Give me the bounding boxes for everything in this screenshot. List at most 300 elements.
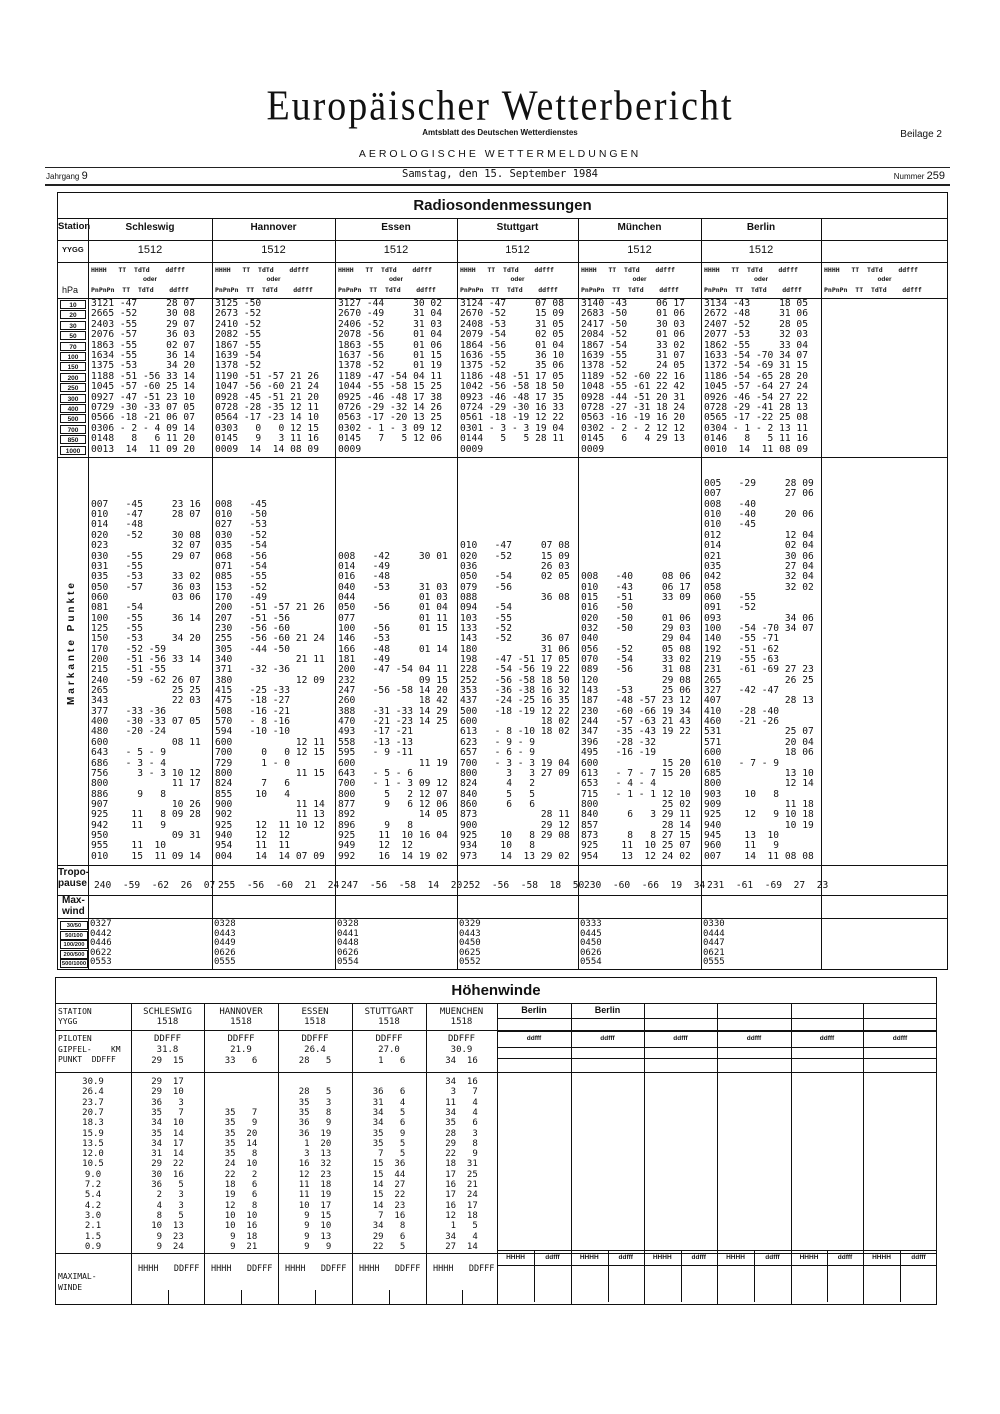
column-divider bbox=[644, 1003, 645, 1305]
significant-point-row: 925 12 11 10 12 bbox=[215, 819, 325, 831]
nummer-label: Nummer bbox=[893, 172, 925, 181]
significant-point-row: 015 -51 33 09 bbox=[581, 591, 691, 603]
layer-value: 0552 bbox=[459, 957, 481, 968]
winds-summit-km: 26.4 bbox=[304, 1045, 326, 1055]
height-label: 10.5 bbox=[82, 1159, 104, 1170]
significant-point-row: 232 09 15 bbox=[338, 674, 448, 686]
hpa-label: hPa bbox=[62, 285, 79, 295]
layer-value: 0622 bbox=[90, 947, 112, 958]
height-label: 18.3 bbox=[82, 1118, 104, 1129]
significant-point-row: 305 -44 -50 bbox=[215, 643, 325, 655]
significant-point-row: 623 - 9 - 9 bbox=[460, 736, 570, 748]
wind-value: 9 13 bbox=[298, 1231, 332, 1242]
max-ddfff-label: ddfff bbox=[545, 1254, 560, 1261]
significant-point-row: 091 -52 bbox=[704, 602, 814, 614]
significant-point-row: 040 -53 31 03 bbox=[338, 581, 448, 593]
significant-point-row: 093 34 06 bbox=[704, 612, 814, 624]
height-label: 0.9 bbox=[84, 1241, 102, 1252]
significant-point-row: 729 1 - 0 bbox=[215, 757, 325, 769]
significant-point-row: 020 -50 01 06 bbox=[581, 612, 691, 624]
significant-point-row: 380 12 09 bbox=[215, 674, 325, 686]
wind-value: 35 8 bbox=[298, 1107, 332, 1118]
wind-value: 27 14 bbox=[445, 1241, 478, 1252]
wind-value: 30 16 bbox=[151, 1169, 184, 1180]
wind-value: 10 13 bbox=[151, 1221, 184, 1232]
height-label: 15.9 bbox=[82, 1128, 104, 1139]
layer-value: 0626 bbox=[337, 947, 359, 958]
wind-value: 17 24 bbox=[445, 1190, 478, 1201]
wind-value: 35 8 bbox=[224, 1149, 258, 1160]
significant-point-row: 010 15 11 09 14 bbox=[91, 850, 201, 862]
wind-value: 35 7 bbox=[151, 1107, 184, 1118]
winds-yygg: 1518 bbox=[450, 1017, 473, 1027]
nummer bbox=[894, 170, 945, 182]
wind-value: 4 3 bbox=[151, 1200, 184, 1211]
layer-value: 0447 bbox=[703, 938, 725, 949]
standard-level-row: 1188 -51 -56 33 14 bbox=[91, 370, 195, 382]
layer-value: 0626 bbox=[214, 947, 236, 958]
significant-point-row: 014 -49 bbox=[338, 560, 448, 572]
jahrgang-label: Jahrgang bbox=[46, 172, 80, 181]
significant-point-row: 056 -52 05 08 bbox=[581, 643, 691, 655]
significant-point-row: 377 -33 -36 bbox=[91, 705, 201, 717]
max-ddfff-label: ddfff bbox=[618, 1254, 633, 1261]
standard-level-row: 1047 -56 -60 21 24 bbox=[215, 381, 319, 393]
level-label: 850 bbox=[60, 435, 86, 444]
standard-level-row: 0302 - 1 - 3 09 12 bbox=[338, 422, 442, 434]
winds-ddfff-label: DDFFF bbox=[375, 1034, 403, 1044]
significant-point-row: 900 29 12 bbox=[460, 819, 570, 831]
significant-point-row: 613 - 7 - 7 15 20 bbox=[581, 767, 691, 779]
max-hhhh-label: HHHH bbox=[652, 1254, 672, 1261]
significant-point-row: 008 -40 08 06 bbox=[581, 571, 691, 583]
tropopause-value: 240 -59 -62 26 07 bbox=[94, 880, 216, 891]
column-divider bbox=[717, 1003, 718, 1305]
significant-point-row: 255 -56 -60 21 24 bbox=[215, 633, 325, 645]
significant-point-row: 437 -24 -25 16 35 bbox=[460, 695, 570, 707]
height-label: 1.5 bbox=[84, 1231, 102, 1242]
standard-level-row: 0928 -45 -51 21 20 bbox=[215, 391, 319, 403]
wind-value: 19 6 bbox=[224, 1190, 258, 1201]
wind-value: 17 25 bbox=[445, 1169, 478, 1180]
level-label: 300 bbox=[60, 394, 86, 403]
standard-level-row: 1633 -54 -70 34 07 bbox=[704, 350, 808, 361]
winds-summit-ddfff: 33 6 bbox=[224, 1056, 258, 1066]
significant-point-row: 265 26 25 bbox=[704, 674, 814, 686]
max-wind-header: HHHH DDFFF bbox=[138, 1264, 200, 1274]
max-ddfff-label: ddfff bbox=[691, 1254, 706, 1261]
column-divider bbox=[457, 218, 458, 970]
significant-point-row: 685 13 10 bbox=[704, 767, 814, 779]
row-divider bbox=[57, 262, 948, 263]
standard-level-row: 0728 -27 -31 18 24 bbox=[581, 402, 685, 413]
wind-value: 36 9 bbox=[298, 1118, 332, 1129]
column-header-bottom: PnPnPn TT TdTd ddfff bbox=[824, 286, 922, 294]
significant-point-row: 036 26 03 bbox=[460, 560, 570, 572]
wind-value: 34 16 bbox=[445, 1077, 478, 1087]
significant-point-row: 170 -49 bbox=[215, 591, 325, 603]
significant-point-row: 010 -45 bbox=[704, 519, 814, 531]
significant-point-row: 150 -53 34 20 bbox=[91, 633, 201, 645]
significant-point-row: 909 11 18 bbox=[704, 798, 814, 810]
wind-value: 28 5 bbox=[298, 1087, 332, 1098]
standard-level-row: 1372 -54 -69 31 15 bbox=[704, 360, 808, 372]
significant-point-row: 960 11 9 bbox=[704, 840, 814, 852]
standard-level-row: 0009 bbox=[338, 443, 442, 455]
column-header-oder: oder bbox=[632, 276, 647, 283]
row-divider bbox=[55, 1003, 937, 1004]
significant-point-row: 415 -25 -33 bbox=[215, 685, 325, 697]
yygg-value: 1512 bbox=[505, 244, 530, 256]
significant-point-row: 940 12 12 bbox=[215, 829, 325, 841]
level-label: 100 bbox=[60, 352, 86, 361]
tropopause-value: 231 -61 -69 27 23 bbox=[707, 880, 829, 891]
column-header-oder: oder bbox=[266, 276, 281, 283]
wind-value: 10 10 bbox=[224, 1210, 258, 1221]
significant-point-row: 840 5 5 bbox=[460, 788, 570, 800]
significant-point-row: 100 -56 01 15 bbox=[338, 622, 448, 634]
max-wind-tick bbox=[168, 1290, 169, 1304]
winds-maximal-label: MAXIMAL- WINDE bbox=[58, 1272, 97, 1292]
tropopause-label: Tropo- pause bbox=[58, 867, 90, 889]
significant-point-row: 600 11 19 bbox=[338, 757, 448, 769]
significant-point-row: 050 -56 01 04 bbox=[338, 602, 448, 614]
significant-point-row: 613 - 8 -10 18 02 bbox=[460, 726, 570, 738]
standard-level-row: 0564 -17 -23 14 10 bbox=[215, 412, 319, 424]
significant-point-row: 800 11 15 bbox=[215, 767, 325, 779]
column-header-top: HHHH TT TdTd ddfff bbox=[824, 266, 918, 274]
winds-right-ddfff: ddfff bbox=[819, 1035, 835, 1042]
significant-point-row: 873 28 11 bbox=[460, 809, 570, 821]
column-divider bbox=[863, 1003, 864, 1305]
wind-value: 11 18 bbox=[298, 1180, 332, 1190]
wind-value: 34 6 bbox=[372, 1118, 406, 1129]
winds-station-name: SCHLESWIG bbox=[143, 1007, 192, 1017]
layer-value: 0554 bbox=[337, 957, 359, 968]
standard-level-row: 0148 8 6 11 20 bbox=[91, 433, 195, 445]
yygg-value: 1512 bbox=[748, 244, 774, 256]
significant-point-row: 877 9 6 12 06 bbox=[338, 798, 448, 810]
height-label: 23.7 bbox=[82, 1097, 104, 1108]
standard-level-row: 1375 -53 34 20 bbox=[91, 360, 195, 372]
winds-summit-km: 21.9 bbox=[230, 1045, 252, 1055]
significant-point-row: 800 3 3 27 09 bbox=[460, 767, 570, 779]
column-header-oder: oder bbox=[388, 276, 404, 283]
winds-station-name: ESSEN bbox=[301, 1007, 329, 1017]
layer-value: 0443 bbox=[214, 928, 236, 939]
tropopause-value: 230 -60 -66 19 34 bbox=[584, 880, 706, 891]
significant-point-row: 925 11 10 25 07 bbox=[581, 840, 691, 852]
significant-point-row: 903 10 8 bbox=[704, 788, 814, 800]
layer-value: 0449 bbox=[214, 938, 236, 949]
wind-value: 12 8 bbox=[224, 1200, 258, 1211]
significant-point-row: 500 -18 -19 12 22 bbox=[460, 705, 570, 717]
significant-point-row: 060 03 06 bbox=[91, 591, 201, 603]
column-header-bottom: PnPnPn TT TdTd ddfff bbox=[704, 286, 802, 294]
wind-value: 35 5 bbox=[372, 1138, 406, 1149]
layer-label: 50/100 bbox=[60, 931, 88, 940]
significant-point-row: 008 -42 30 01 bbox=[338, 550, 448, 562]
maxwind-label: Max- wind bbox=[62, 895, 85, 917]
wind-value: 36 6 bbox=[372, 1087, 406, 1098]
wind-value: 12 18 bbox=[445, 1210, 478, 1221]
significant-point-row: 021 30 06 bbox=[704, 550, 814, 562]
significant-point-row: 008 -45 bbox=[215, 498, 325, 510]
column-header-top: HHHH TT TdTd ddfff bbox=[704, 266, 798, 274]
significant-point-row: 340 21 11 bbox=[215, 654, 325, 665]
column-header-oder: oder bbox=[753, 276, 769, 283]
significant-point-row: 600 08 11 bbox=[91, 736, 201, 748]
height-label: 9.0 bbox=[84, 1169, 102, 1180]
standard-level-row: 2078 -56 01 04 bbox=[338, 329, 442, 341]
standard-level-row: 0145 6 4 29 13 bbox=[581, 433, 685, 445]
significant-point-row: 020 -52 30 08 bbox=[91, 529, 201, 541]
winds-summit-km: 31.8 bbox=[156, 1045, 179, 1055]
standard-level-row: 1867 -54 33 02 bbox=[581, 339, 685, 351]
significant-point-row: 493 -17 -21 bbox=[338, 726, 448, 738]
standard-level-row: 3125 -50 bbox=[215, 298, 319, 309]
height-label: 20.7 bbox=[82, 1107, 104, 1118]
significant-point-row: 347 -35 -43 19 22 bbox=[581, 726, 691, 738]
significant-point-row: 700 - 1 - 3 09 12 bbox=[338, 778, 448, 790]
winds-station-name: HANNOVER bbox=[219, 1007, 263, 1017]
height-label: 3.0 bbox=[84, 1210, 102, 1221]
significant-point-row: 035 -53 33 02 bbox=[91, 571, 201, 583]
significant-point-row: 143 -52 36 07 bbox=[460, 633, 570, 645]
wind-value: 29 17 bbox=[151, 1077, 184, 1087]
standard-level-row: 2410 -52 bbox=[215, 318, 319, 330]
hoehenwinde-title: Höhenwinde bbox=[451, 982, 541, 999]
column-divider bbox=[534, 1250, 535, 1302]
standard-level-row: 1639 -55 31 07 bbox=[581, 350, 685, 361]
column-divider bbox=[701, 218, 702, 970]
column-divider bbox=[900, 1250, 901, 1302]
column-divider bbox=[821, 218, 822, 970]
layer-label: 100/200 bbox=[60, 940, 88, 949]
significant-point-row: 035 27 04 bbox=[704, 560, 814, 572]
significant-point-row: 125 -55 bbox=[91, 622, 201, 634]
height-label: 7.2 bbox=[84, 1180, 102, 1190]
wind-value: 22 2 bbox=[224, 1169, 258, 1180]
standard-level-row: 2408 -53 31 05 bbox=[460, 318, 564, 330]
wind-value: 35 3 bbox=[298, 1097, 332, 1108]
layer-value: 0328 bbox=[214, 919, 236, 929]
significant-point-row: 531 25 07 bbox=[704, 726, 814, 738]
wind-value: 35 14 bbox=[151, 1128, 184, 1139]
divider bbox=[45, 184, 950, 186]
standard-level-row: 0565 -17 -22 25 08 bbox=[704, 412, 808, 424]
winds-station-name: STUTTGART bbox=[364, 1007, 414, 1017]
significant-point-row: 014 -48 bbox=[91, 519, 201, 531]
significant-point-row: 231 -61 -69 27 23 bbox=[704, 664, 814, 676]
standard-level-row: 2665 -52 30 08 bbox=[91, 308, 195, 320]
max-wind-tick bbox=[462, 1290, 463, 1304]
winds-summit-ddfff: 34 16 bbox=[445, 1056, 478, 1066]
max-wind-tick bbox=[389, 1290, 390, 1304]
page-title: Europäischer Wetterbericht bbox=[266, 82, 734, 130]
layer-value: 0329 bbox=[459, 919, 481, 929]
column-header-top: HHHH TT TdTd ddfff bbox=[581, 266, 675, 274]
max-wind-header: HHHH DDFFF bbox=[359, 1264, 421, 1274]
significant-point-row: 410 -28 -40 bbox=[704, 705, 814, 717]
standard-level-row: 2076 -57 36 03 bbox=[91, 329, 195, 341]
height-label: 2.1 bbox=[84, 1221, 102, 1232]
wind-value: 16 21 bbox=[445, 1180, 478, 1190]
significant-point-row: 756 3 - 3 10 12 bbox=[91, 767, 201, 779]
standard-level-row: 1378 -52 24 05 bbox=[581, 360, 685, 372]
significant-point-row: 079 -56 bbox=[460, 581, 570, 593]
column-header-oder: oder bbox=[877, 276, 892, 283]
significant-point-row: 035 -54 bbox=[215, 540, 325, 552]
wind-value: 16 32 bbox=[298, 1159, 332, 1170]
standard-level-row: 0925 -46 -48 17 38 bbox=[338, 391, 442, 403]
standard-level-row: 0145 7 5 12 06 bbox=[338, 433, 442, 445]
standard-level-row: 0304 - 1 - 2 13 11 bbox=[704, 422, 808, 434]
winds-summit-ddfff: 28 5 bbox=[298, 1056, 332, 1066]
column-divider bbox=[88, 218, 89, 970]
standard-level-row: 0301 - 3 - 3 19 04 bbox=[460, 422, 564, 434]
level-label: 250 bbox=[60, 383, 86, 392]
significant-point-row: 824 7 6 bbox=[215, 778, 325, 790]
max-wind-header: HHHH DDFFF bbox=[211, 1264, 273, 1274]
significant-point-row: 247 -56 -58 14 20 bbox=[338, 685, 448, 697]
significant-point-row: 207 -51 -56 bbox=[215, 612, 325, 624]
issue-date: Samstag, den 15. September 1984 bbox=[402, 168, 598, 180]
winds-yygg: 1518 bbox=[230, 1017, 252, 1027]
significant-point-row: 800 12 14 bbox=[704, 778, 814, 790]
tropopause-value: 255 -56 -60 21 24 bbox=[218, 880, 340, 891]
significant-point-row: 088 36 08 bbox=[460, 591, 570, 603]
standard-level-row: 0009 bbox=[581, 443, 685, 455]
wind-value: 34 8 bbox=[372, 1221, 406, 1232]
standard-level-row: 1637 -56 01 15 bbox=[338, 350, 442, 361]
standard-level-row: 0013 14 11 09 20 bbox=[91, 443, 195, 455]
significant-point-row: 010 -50 bbox=[215, 509, 325, 521]
significant-point-row: 032 -50 29 03 bbox=[581, 622, 691, 634]
wind-value: 11 4 bbox=[445, 1097, 478, 1108]
wind-value: 9 21 bbox=[224, 1241, 258, 1252]
winds-yygg: 1518 bbox=[304, 1017, 326, 1027]
column-divider bbox=[608, 1250, 609, 1302]
significant-point-row: 077 01 11 bbox=[338, 612, 448, 624]
max-hhhh-label: HHHH bbox=[726, 1254, 745, 1261]
nummer-value: 259 bbox=[926, 170, 945, 182]
significant-point-row: 016 -50 bbox=[581, 602, 691, 614]
layer-value: 0333 bbox=[580, 919, 602, 929]
max-ddfff-label: ddfff bbox=[911, 1254, 926, 1261]
column-header-oder: oder bbox=[142, 276, 158, 283]
significant-point-row: 925 11 8 09 28 bbox=[91, 809, 201, 821]
height-label: 30.9 bbox=[82, 1077, 104, 1087]
wind-value: 35 6 bbox=[445, 1118, 478, 1129]
layer-value: 0328 bbox=[337, 919, 359, 929]
significant-point-row: 044 01 03 bbox=[338, 591, 448, 603]
wind-value: 12 23 bbox=[298, 1169, 332, 1180]
winds-yygg: 1518 bbox=[156, 1017, 179, 1027]
max-wind-header: HHHH DDFFF bbox=[285, 1264, 347, 1274]
significant-point-row: 230 -56 -60 bbox=[215, 622, 325, 634]
station-name: Schleswig bbox=[125, 222, 175, 233]
column-header-top: HHHH TT TdTd ddfff bbox=[460, 266, 554, 274]
significant-point-row: 200 -47 -54 04 11 bbox=[338, 664, 448, 676]
significant-point-row: 192 -51 -62 bbox=[704, 643, 814, 655]
standard-level-row: 1375 -52 35 06 bbox=[460, 360, 564, 372]
standard-level-row: 0306 - 2 - 4 09 14 bbox=[91, 422, 195, 434]
wind-value: 15 44 bbox=[372, 1169, 406, 1180]
significant-point-row: 600 12 11 bbox=[215, 736, 325, 748]
significant-point-row: 068 -56 bbox=[215, 550, 325, 562]
layer-value: 0327 bbox=[90, 919, 112, 929]
wind-value: 9 24 bbox=[151, 1241, 184, 1252]
wind-value: 34 4 bbox=[445, 1107, 478, 1118]
significant-point-row: 042 32 04 bbox=[704, 571, 814, 583]
standard-level-row: 2077 -53 32 03 bbox=[704, 329, 808, 341]
standard-level-row: 1190 -51 -57 21 26 bbox=[215, 370, 319, 382]
significant-point-row: 187 -48 -57 23 12 bbox=[581, 695, 691, 707]
column-divider bbox=[212, 218, 213, 970]
significant-point-row: 840 6 3 29 11 bbox=[581, 809, 691, 821]
max-ddfff-label: ddfff bbox=[837, 1254, 853, 1261]
significant-point-row: 007 27 06 bbox=[704, 488, 814, 500]
significant-point-row: 012 12 04 bbox=[704, 529, 814, 541]
standard-level-row: 3127 -44 30 02 bbox=[338, 298, 442, 309]
significant-point-row: 133 -52 bbox=[460, 622, 570, 634]
layer-value: 0330 bbox=[703, 919, 725, 929]
wind-value: 31 4 bbox=[372, 1097, 406, 1108]
level-label: 30 bbox=[60, 321, 86, 330]
significant-point-row: 143 -53 25 06 bbox=[581, 685, 691, 697]
standard-level-row: 1862 -55 33 04 bbox=[704, 339, 808, 351]
winds-pilot-label: PILOTEN GIPFEL- KM PUNKT DDFFF bbox=[58, 1034, 121, 1064]
standard-level-row: 1863 -55 02 07 bbox=[91, 339, 195, 351]
significant-point-row: 140 -55 -71 bbox=[704, 633, 814, 645]
significant-point-row: 508 -16 -21 bbox=[215, 705, 325, 717]
tropopause-value: 252 -56 -58 18 50 bbox=[463, 880, 585, 891]
wind-value: 36 5 bbox=[151, 1180, 184, 1190]
max-ddfff-label: ddfff bbox=[765, 1254, 780, 1261]
significant-point-row: 892 14 05 bbox=[338, 809, 448, 821]
max-hhhh-label: HHHH bbox=[799, 1254, 819, 1261]
beilage: Beilage 2 bbox=[900, 129, 942, 140]
max-wind-tick bbox=[315, 1290, 316, 1304]
significant-point-row: 973 14 13 29 02 bbox=[460, 850, 570, 862]
subtitle: Amtsblatt des Deutschen Wetterdienstes bbox=[422, 128, 578, 137]
column-header-top: HHHH TT TdTd ddfff bbox=[91, 266, 185, 274]
standard-level-row: 0566 -18 -21 06 07 bbox=[91, 412, 195, 424]
significant-point-row: 643 - 5 - 6 bbox=[338, 767, 448, 779]
significant-point-row: 800 25 02 bbox=[581, 798, 691, 810]
wind-value: 34 4 bbox=[445, 1231, 478, 1242]
column-header-bottom: PnPnPn TT TdTd ddfff bbox=[581, 286, 679, 294]
significant-point-row: 571 20 04 bbox=[704, 736, 814, 748]
wind-value: 35 9 bbox=[224, 1118, 258, 1129]
standard-level-row: 2670 -49 31 04 bbox=[338, 308, 442, 320]
significant-point-row: 570 - 8 -16 bbox=[215, 716, 325, 728]
layer-value: 0444 bbox=[703, 928, 725, 939]
station-name: Hannover bbox=[250, 222, 297, 233]
wind-value: 16 17 bbox=[445, 1200, 478, 1211]
standard-level-row: 0144 5 5 28 11 bbox=[460, 433, 564, 445]
significant-point-row: 900 11 14 bbox=[215, 798, 325, 810]
standard-level-row: 0726 -29 -32 14 26 bbox=[338, 402, 442, 413]
level-label: 10 bbox=[60, 300, 86, 309]
significant-point-row: 480 -20 -24 bbox=[91, 726, 201, 738]
station-name: Essen bbox=[381, 222, 411, 233]
significant-point-row: 925 10 8 29 08 bbox=[460, 829, 570, 841]
wind-value: 9 10 bbox=[298, 1221, 332, 1232]
wind-value: 29 10 bbox=[151, 1087, 184, 1098]
max-hhhh-label: HHHH bbox=[579, 1254, 599, 1261]
